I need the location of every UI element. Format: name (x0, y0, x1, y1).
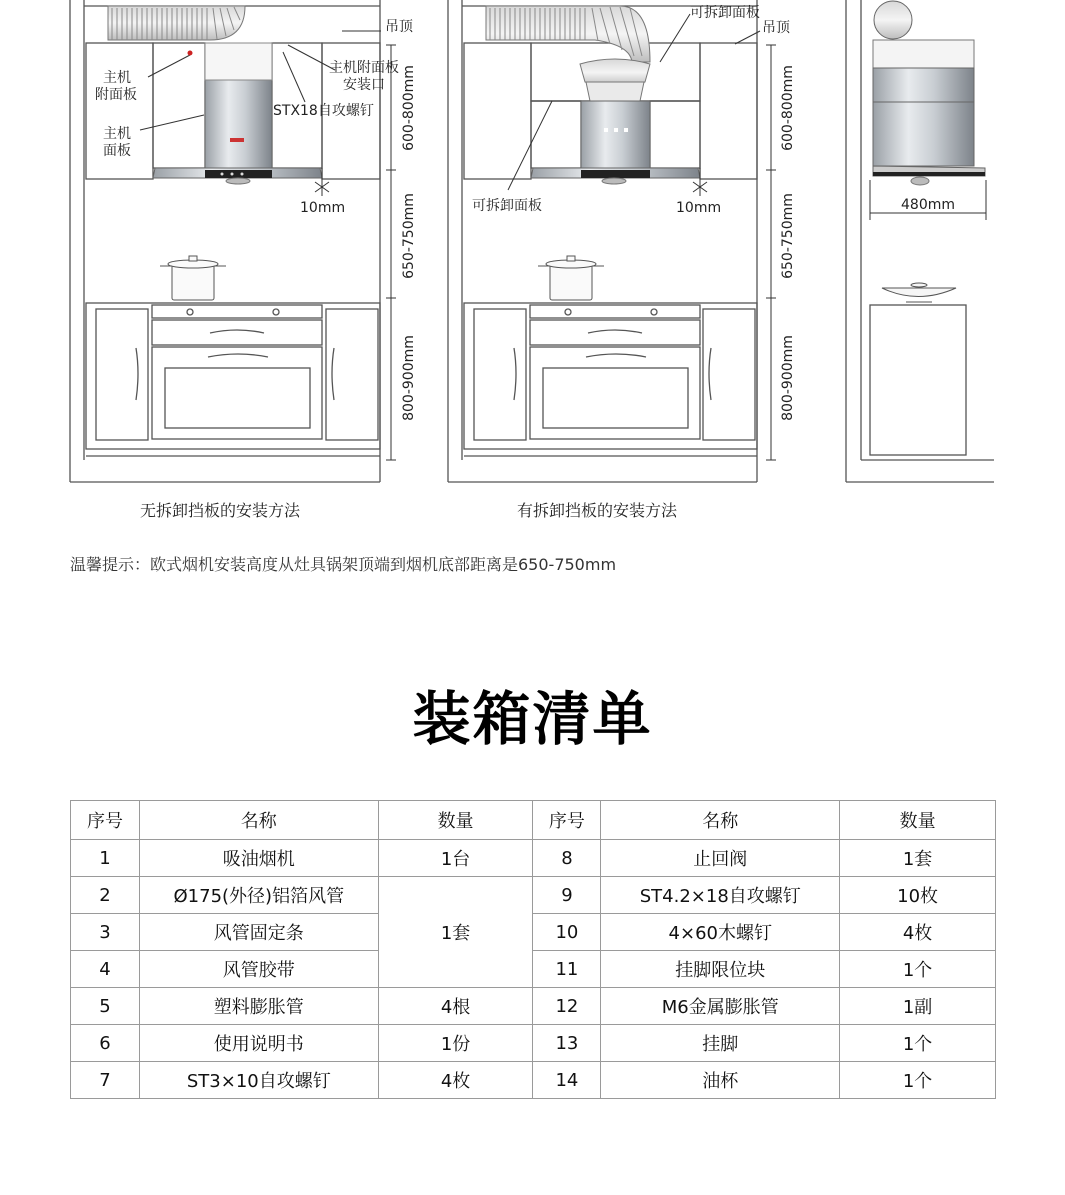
item-name: Ø175(外径)铝箔风管 (139, 877, 378, 914)
item-name: 使用说明书 (139, 1025, 378, 1062)
header-no: 序号 (533, 801, 601, 840)
item-qty: 1套 (840, 840, 996, 877)
main-side-panel-label-1: 主机 (103, 70, 131, 86)
packing-list-table (70, 800, 996, 1099)
table-header-row (71, 801, 996, 840)
table-row (71, 877, 996, 914)
item-no: 11 (533, 951, 601, 988)
item-name: 风管固定条 (139, 914, 378, 951)
item-qty: 1个 (840, 951, 996, 988)
item-no: 6 (71, 1025, 140, 1062)
right-pot (538, 256, 604, 300)
item-no: 3 (71, 914, 140, 951)
header-qty: 数量 (378, 801, 533, 840)
table-row (71, 1025, 996, 1062)
item-qty: 1个 (840, 1062, 996, 1099)
cabinet-height-dim-right: 800-900mm (780, 335, 796, 421)
ceiling-label: 吊顶 (385, 19, 413, 35)
side-panel-mount-label-1: 主机附面板 (329, 60, 399, 76)
table-row (71, 914, 996, 951)
screw-label: STX18自攻螺钉 (273, 103, 374, 119)
table-row (71, 1062, 996, 1099)
item-no: 4 (71, 951, 140, 988)
main-panel-label-1: 主机 (103, 126, 131, 142)
item-qty-merged: 1套 (378, 877, 533, 988)
item-name: 挂脚限位块 (601, 951, 840, 988)
caption-with-baffle: 有拆卸挡板的安装方法 (517, 501, 678, 520)
side-hood (873, 1, 985, 185)
header-name: 名称 (601, 801, 840, 840)
table-row (71, 840, 996, 877)
item-name: 吸油烟机 (139, 840, 378, 877)
item-qty: 4枚 (840, 914, 996, 951)
cabinet-height-dim-left: 800-900mm (401, 335, 417, 421)
gap-label-left: 10mm (300, 200, 346, 216)
header-name: 名称 (139, 801, 378, 840)
item-no: 13 (533, 1025, 601, 1062)
left-pot (160, 256, 226, 300)
header-qty: 数量 (840, 801, 996, 840)
header-no: 序号 (71, 801, 140, 840)
side-panel-mount-label-2: 安装口 (343, 77, 385, 93)
item-qty: 4枚 (378, 1062, 533, 1099)
ceiling-label-right: 吊顶 (762, 20, 790, 36)
item-no: 14 (533, 1062, 601, 1099)
hood-stove-dim-left: 650-750mm (401, 193, 417, 279)
item-name: ST4.2×18自攻螺钉 (601, 877, 840, 914)
hood-stove-dim-right: 650-750mm (780, 193, 796, 279)
left-duct (108, 6, 245, 40)
item-name: 风管胶带 (139, 951, 378, 988)
installation-diagram (0, 0, 1065, 540)
main-side-panel-label-2: 附面板 (95, 87, 137, 103)
right-duct (486, 6, 650, 101)
item-qty: 4根 (378, 988, 533, 1025)
right-range-hood (531, 101, 700, 184)
item-no: 12 (533, 988, 601, 1025)
item-name: 塑料膨胀管 (139, 988, 378, 1025)
item-name: 止回阀 (601, 840, 840, 877)
hood-height-dim-left: 600-800mm (401, 65, 417, 151)
item-qty: 10枚 (840, 877, 996, 914)
item-no: 9 (533, 877, 601, 914)
item-qty: 1副 (840, 988, 996, 1025)
gap-label-right: 10mm (676, 200, 722, 216)
item-no: 8 (533, 840, 601, 877)
item-name: M6金属膨胀管 (601, 988, 840, 1025)
item-qty: 1份 (378, 1025, 533, 1062)
right-dimension-bar (766, 45, 776, 460)
table-row (71, 951, 996, 988)
packing-list-title: 装箱清单 (412, 685, 653, 753)
item-name: 4×60木螺钉 (601, 914, 840, 951)
hood-height-dim-right: 600-800mm (780, 65, 796, 151)
removable-panel-top-label: 可拆卸面板 (690, 5, 760, 21)
install-tip: 温馨提示：欧式烟机安装高度从灶具锅架顶端到烟机底部距离是650-750mm (70, 555, 617, 574)
item-no: 5 (71, 988, 140, 1025)
width-label: 480mm (901, 197, 955, 213)
item-no: 10 (533, 914, 601, 951)
item-no: 7 (71, 1062, 140, 1099)
main-panel-label-2: 面板 (103, 143, 131, 159)
item-qty: 1个 (840, 1025, 996, 1062)
item-name: ST3×10自攻螺钉 (139, 1062, 378, 1099)
item-no: 1 (71, 840, 140, 877)
item-no: 2 (71, 877, 140, 914)
item-name: 油杯 (601, 1062, 840, 1099)
table-row (71, 988, 996, 1025)
item-name: 挂脚 (601, 1025, 840, 1062)
left-dimension-bar (386, 45, 396, 460)
item-qty: 1台 (378, 840, 533, 877)
side-wok (882, 283, 956, 302)
caption-without-baffle: 无拆卸挡板的安装方法 (140, 501, 301, 520)
removable-panel-label: 可拆卸面板 (472, 198, 542, 214)
